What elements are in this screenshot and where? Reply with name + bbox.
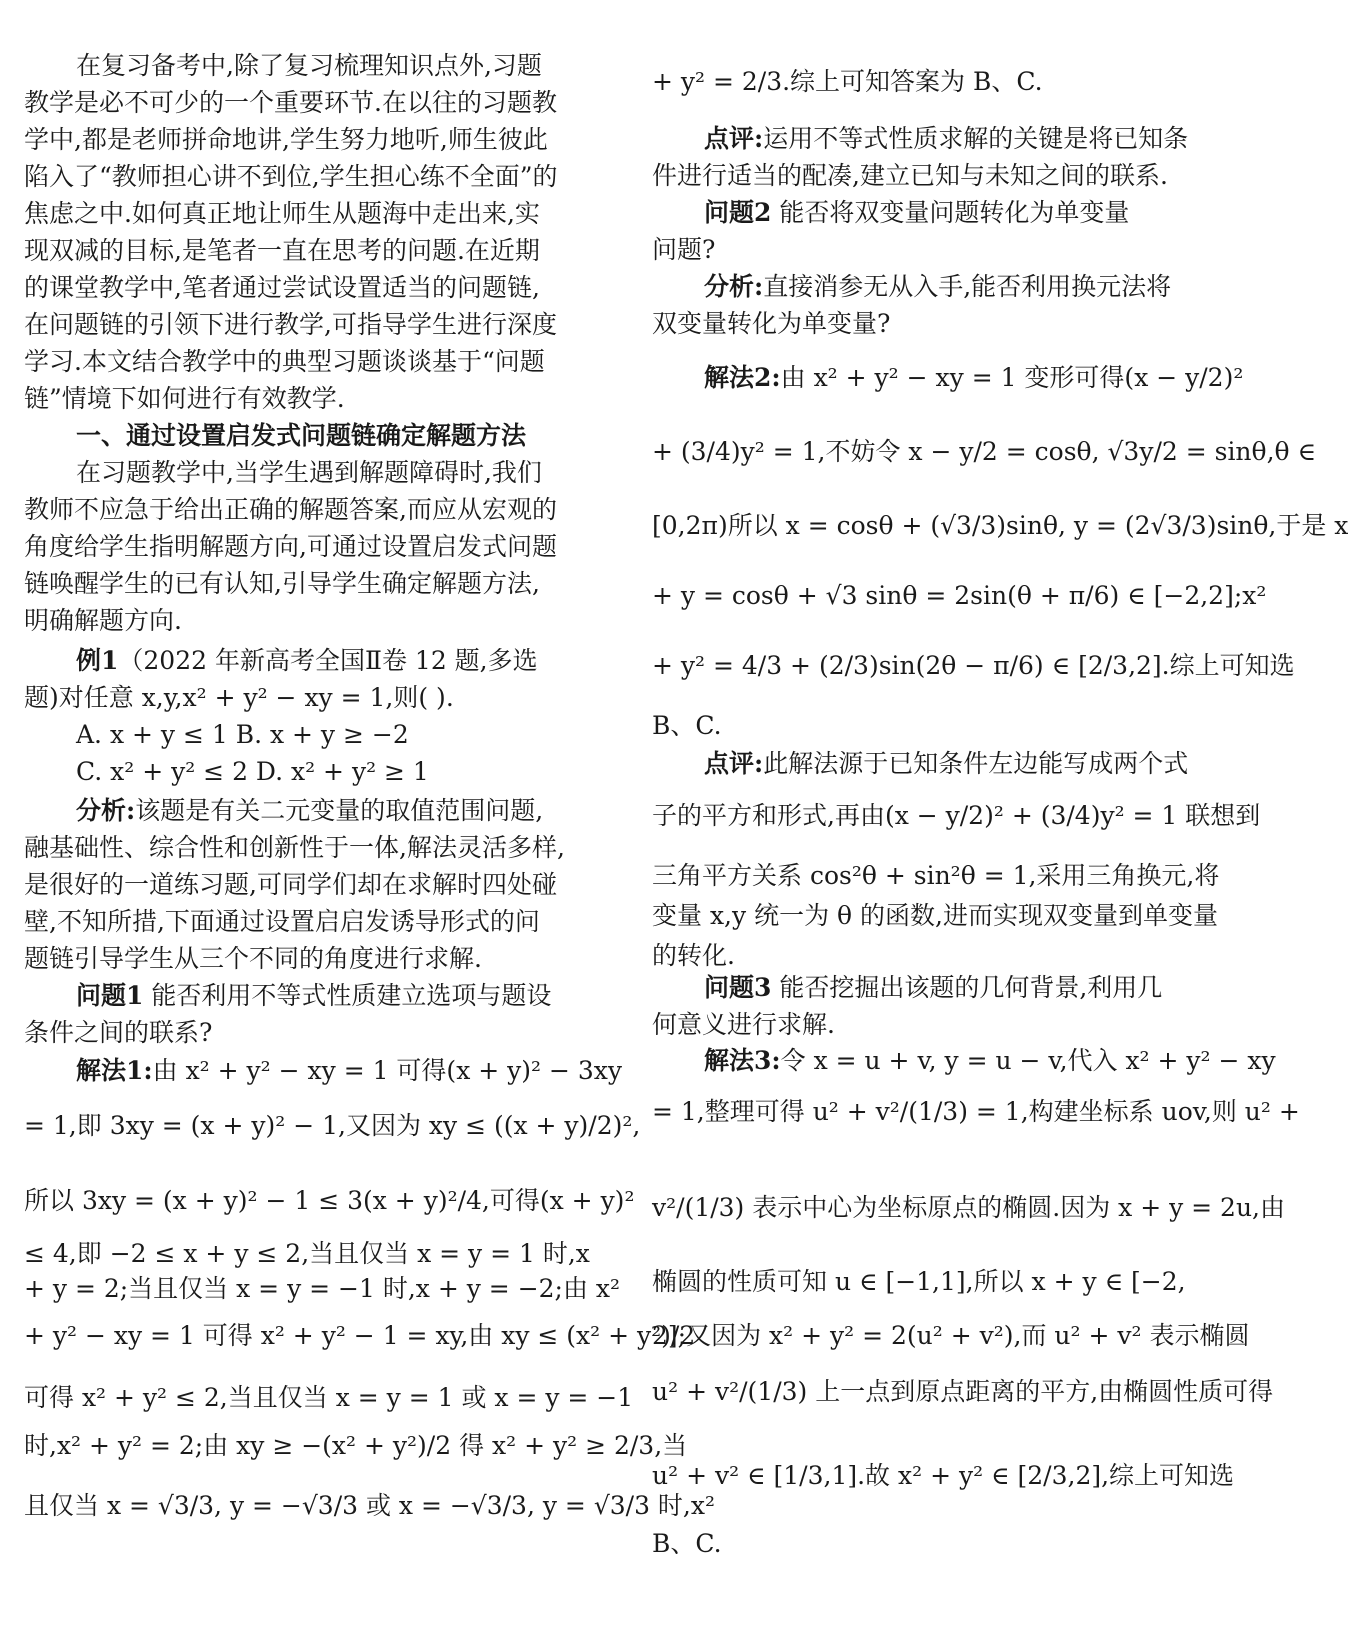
line-text: 能否利用不等式性质建立选项与题设 — [143, 981, 552, 1010]
line-text: = 1,整理可得 u² + v²/(1/3) = 1,构建坐标系 uov,则 u² + — [652, 1097, 1300, 1126]
text-line — [652, 748, 1274, 788]
text-line — [652, 860, 1274, 900]
text-line — [652, 1376, 1274, 1416]
text-line — [24, 1185, 635, 1225]
text-line — [652, 436, 1317, 476]
text-line — [24, 568, 624, 608]
text-line — [652, 271, 1274, 311]
text-line — [24, 682, 624, 722]
line-text: 椭圆的性质可知 u ∈ [−1,1],所以 x + y ∈ [−2, — [652, 1267, 1186, 1296]
text-line — [24, 756, 624, 796]
text-line — [24, 869, 624, 909]
line-text: 焦虑之中.如何真正地让师生从题海中走出来,实 — [24, 199, 540, 228]
line-text: B、C. — [652, 711, 722, 740]
text-line — [24, 943, 624, 983]
text-line — [652, 1096, 1300, 1136]
text-line — [652, 900, 1274, 940]
line-text: 学习.本文结合教学中的典型习题谈谈基于“问题 — [24, 347, 545, 376]
line-text: 件进行适当的配凑,建立已知与未知之间的联系. — [652, 161, 1168, 190]
text-line — [652, 710, 1274, 750]
line-text: 是很好的一道练习题,可同学们却在求解时四处碰 — [24, 870, 557, 899]
line-text: 可得 x² + y² ≤ 2,当且仅当 x = y = 1 或 x = y = −1 — [24, 1383, 634, 1412]
line-text: 明确解题方向. — [24, 606, 182, 635]
line-text: u² + v² ∈ [1/3,1].故 x² + y² ∈ [2/3,2],综上可知选 — [652, 1461, 1235, 1490]
text-line — [652, 234, 1274, 274]
line-text: 2];又因为 x² + y² = 2(u² + v²),而 u² + v² 表示椭圆 — [652, 1321, 1250, 1350]
text-line — [24, 1017, 624, 1057]
text-line — [24, 1320, 696, 1360]
line-text: （2022 年新高考全国Ⅱ卷 12 题,多选 — [118, 646, 538, 675]
text-line — [24, 605, 624, 645]
text-line — [24, 346, 624, 386]
line-text: + (3/4)y² = 1,不妨令 x − y/2 = cosθ, √3y/2 = sinθ,θ ∈ — [652, 437, 1317, 466]
text-line — [24, 1382, 634, 1422]
text-line — [24, 795, 624, 835]
line-text: + y² = 4/3 + (2/3)sin(2θ − π/6) ∈ [2/3,2].综上可知选 — [652, 651, 1295, 680]
line-text: 在复习备考中,除了复习梳理知识点外,习题 — [76, 51, 542, 80]
line-text: B、C. — [652, 1529, 722, 1558]
text-line — [24, 531, 624, 571]
text-line — [24, 87, 624, 127]
line-label: 解法2: — [704, 363, 781, 392]
line-label: 分析: — [76, 796, 136, 825]
line-text: 由 x² + y² − xy = 1 可得(x + y)² − 3xy — [152, 1056, 622, 1085]
text-line — [24, 309, 624, 349]
line-text: 且仅当 x = √3/3, y = −√3/3 或 x = −√3/3, y = √3/3 时,x² — [24, 1491, 716, 1520]
line-label: 问题1 — [76, 981, 144, 1010]
line-text: 时,x² + y² = 2;由 xy ≥ −(x² + y²)/2 得 x² + y² ≥ 2/3,当 — [24, 1431, 688, 1460]
line-text: 陷入了“教师担心讲不到位,学生担心练不全面”的 — [24, 162, 558, 191]
line-text: 角度给学生指明解题方向,可通过设置启发式问题 — [24, 532, 557, 561]
line-text: 该题是有关二元变量的取值范围问题, — [135, 796, 544, 825]
line-text: 在问题链的引领下进行教学,可指导学生进行深度 — [24, 310, 557, 339]
text-line — [24, 235, 624, 275]
text-line — [652, 1192, 1286, 1232]
line-text: 现双减的目标,是笔者一直在思考的问题.在近期 — [24, 236, 540, 265]
text-line — [24, 198, 624, 238]
line-text: 此解法源于已知条件左边能写成两个式 — [763, 749, 1189, 778]
line-text: 学中,都是老师拼命地讲,学生努力地听,师生彼此 — [24, 125, 548, 154]
line-text: 能否将双变量问题转化为单变量 — [771, 198, 1130, 227]
line-label: 问题2 — [704, 198, 772, 227]
text-line — [24, 906, 624, 946]
line-text: A. x + y ≤ 1 B. x + y ≥ −2 — [76, 720, 409, 749]
line-text: + y = cosθ + √3 sinθ = 2sin(θ + π/6) ∈ [−2,2];x² — [652, 581, 1267, 610]
text-line — [652, 197, 1274, 237]
line-text: 题)对任意 x,y,x² + y² − xy = 1,则( ). — [24, 683, 454, 712]
text-line — [24, 645, 624, 685]
line-text: 链唤醒学生的已有认知,引导学生确定解题方法, — [24, 569, 540, 598]
text-line — [24, 832, 624, 872]
line-text: 令 x = u + v, y = u − v,代入 x² + y² − xy — [780, 1046, 1276, 1075]
text-line — [24, 272, 624, 312]
text-line — [24, 719, 624, 759]
line-text: 融基础性、综合性和创新性于一体,解法灵活多样, — [24, 833, 565, 862]
line-text: 的转化. — [652, 941, 735, 970]
line-text: C. x² + y² ≤ 2 D. x² + y² ≥ 1 — [76, 757, 429, 786]
text-line — [652, 66, 1274, 106]
line-text: = 1,即 3xy = (x + y)² − 1,又因为 xy ≤ ((x + y)/2)², — [24, 1111, 641, 1140]
line-text: 一、通过设置启发式问题链确定解题方法 — [76, 421, 527, 450]
text-line — [652, 580, 1274, 620]
line-text: 由 x² + y² − xy = 1 变形可得(x − y/2)² — [780, 363, 1244, 392]
text-line — [24, 383, 624, 423]
text-line — [652, 362, 1274, 402]
line-text: 所以 3xy = (x + y)² − 1 ≤ 3(x + y)²/4,可得(x + y)² — [24, 1186, 635, 1215]
text-line — [24, 161, 624, 201]
text-line — [652, 1528, 1274, 1568]
text-line — [24, 457, 624, 497]
text-line — [652, 1045, 1274, 1085]
line-label: 点评: — [704, 124, 764, 153]
text-line — [652, 160, 1274, 200]
line-text: 教学是必不可少的一个重要环节.在以往的习题教 — [24, 88, 557, 117]
text-line — [24, 980, 624, 1020]
line-text: 教师不应急于给出正确的解题答案,而应从宏观的 — [24, 495, 557, 524]
text-line — [24, 1110, 641, 1150]
line-text: 题链引导学生从三个不同的角度进行求解. — [24, 944, 482, 973]
text-line — [652, 1266, 1274, 1306]
text-line — [24, 1055, 624, 1095]
line-label: 例1 — [76, 646, 119, 675]
line-text: 直接消参无从入手,能否利用换元法将 — [763, 272, 1172, 301]
line-text: 何意义进行求解. — [652, 1010, 835, 1039]
line-text: 条件之间的联系? — [24, 1018, 213, 1047]
line-text: 变量 x,y 统一为 θ 的函数,进而实现双变量到单变量 — [652, 901, 1218, 930]
text-line — [24, 50, 624, 90]
line-text: u² + v²/(1/3) 上一点到原点距离的平方,由椭圆性质可得 — [652, 1377, 1274, 1406]
text-line — [24, 124, 624, 164]
line-text: 子的平方和形式,再由(x − y/2)² + (3/4)y² = 1 联想到 — [652, 801, 1261, 830]
line-label: 分析: — [704, 272, 764, 301]
text-line — [24, 494, 624, 534]
text-line — [24, 1273, 624, 1313]
line-text: 运用不等式性质求解的关键是将已知条 — [763, 124, 1189, 153]
text-line — [652, 1320, 1274, 1360]
line-text: ≤ 4,即 −2 ≤ x + y ≤ 2,当且仅当 x = y = 1 时,x — [24, 1239, 590, 1268]
line-text: 能否挖掘出该题的几何背景,利用几 — [771, 973, 1163, 1002]
line-text: 双变量转化为单变量? — [652, 309, 891, 338]
text-line — [24, 1490, 716, 1530]
line-label: 问题3 — [704, 973, 772, 1002]
line-text: v²/(1/3) 表示中心为坐标原点的椭圆.因为 x + y = 2u,由 — [652, 1193, 1286, 1222]
text-line — [652, 1009, 1274, 1049]
line-text: [0,2π)所以 x = cosθ + (√3/3)sinθ, y = (2√3/3)sinθ,于是 x — [652, 511, 1348, 540]
text-line — [652, 123, 1274, 163]
text-line — [652, 510, 1348, 550]
text-line — [652, 1460, 1274, 1500]
section-heading — [24, 420, 624, 460]
line-label: 解法3: — [704, 1046, 781, 1075]
line-text: 的课堂教学中,笔者通过尝试设置适当的问题链, — [24, 273, 540, 302]
line-text: 问题? — [652, 235, 716, 264]
text-line — [652, 308, 1274, 348]
line-text: 在习题教学中,当学生遇到解题障碍时,我们 — [76, 458, 542, 487]
line-text: 壁,不知所措,下面通过设置启启发诱导形式的问 — [24, 907, 540, 936]
text-line — [24, 1430, 688, 1470]
text-line — [652, 800, 1274, 840]
text-line — [652, 972, 1274, 1012]
line-text: + y² − xy = 1 可得 x² + y² − 1 = xy,由 xy ≤ (x² + y²)/2 — [24, 1321, 696, 1350]
line-text: + y² = 2/3.综上可知答案为 B、C. — [652, 67, 1043, 96]
text-line — [24, 1238, 624, 1278]
text-line — [652, 650, 1295, 690]
line-label: 解法1: — [76, 1056, 153, 1085]
line-text: + y = 2;当且仅当 x = y = −1 时,x + y = −2;由 x² — [24, 1274, 621, 1303]
line-text: 链”情境下如何进行有效教学. — [24, 384, 345, 413]
line-text: 三角平方关系 cos²θ + sin²θ = 1,采用三角换元,将 — [652, 861, 1220, 890]
line-label: 点评: — [704, 749, 764, 778]
